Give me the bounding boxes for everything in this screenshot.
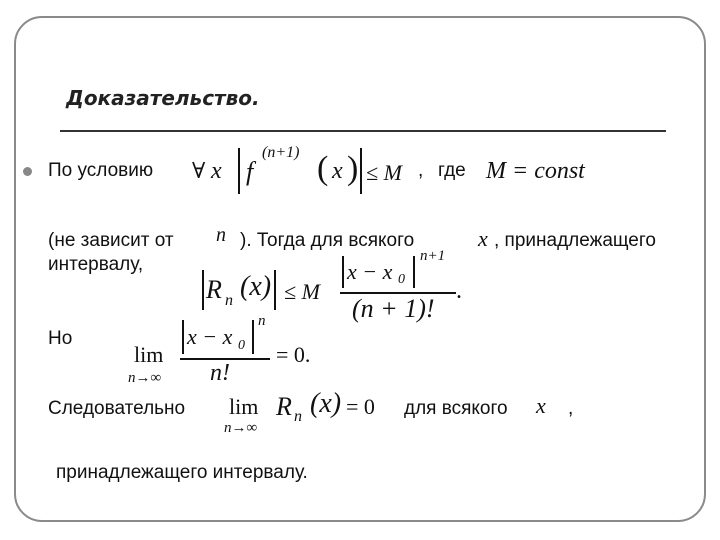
belonging-interval-text: принадлежащего интервалу. [56,462,308,483]
forall-symbol: ∀ [192,158,206,183]
x-var-5: x [536,393,546,418]
derivative-order: (n+1) [262,144,300,161]
then-text: ). Тогда для всякого [240,230,415,251]
for-every-text: для всякого [404,398,508,419]
not-depends-text: (не зависит от [48,230,174,251]
abs-bar-left [238,148,240,194]
f-symbol: f [246,157,254,186]
therefore-text: Следовательно [48,398,186,419]
n-factorial: n! [210,360,230,386]
num-abs-left-2 [182,320,184,354]
x0-subscript-2: 0 [238,338,245,353]
R-subscript-n: n [225,292,233,309]
where-text: где [438,160,466,181]
R-arg: (x) [240,271,272,302]
period-1: . [456,278,462,304]
exponent-n: n [258,313,266,329]
exponent-n-plus-1: n+1 [420,248,446,264]
lim-word-2: lim [229,394,259,419]
title-underline [60,130,666,132]
slide-title: Доказательство. [66,86,260,110]
interval-text: интервалу, [48,254,144,275]
forall-var-x: x [211,158,222,184]
comma-1: , [418,160,424,181]
R-subscript-n-2: n [294,408,302,425]
f-arg-x: x [332,158,343,184]
abs-bar-left-2 [202,270,204,310]
num-abs-right [413,256,415,288]
num-abs-right-2 [252,320,254,354]
n-var: n [216,224,226,246]
le-M-2: ≤ M [284,279,320,304]
R-symbol-2: R [276,392,292,421]
x0-subscript: 0 [398,272,405,287]
belonging-text: , принадлежащего [494,230,656,251]
numerator-diff: x − x [347,259,393,284]
but-text: Но [48,328,73,349]
bullet-dot [23,167,32,176]
lim-word-1: lim [134,342,164,367]
le-M: ≤ M [366,160,402,185]
comma-5: , [568,398,574,419]
paren-open: ( [317,150,329,187]
R-arg-2: (x) [310,388,342,419]
R-symbol: R [206,275,222,304]
M-const: M = const [486,158,585,184]
by-condition-text: По условию [48,160,154,181]
paren-close: ) [347,150,359,187]
abs-bar-right [360,148,362,194]
x-var-2: x [478,226,488,251]
numerator-diff-2: x − x [187,324,233,349]
denominator-factorial: (n + 1)! [352,294,435,323]
num-abs-left [342,256,344,288]
lim-subscript-2: n→∞ [224,420,258,436]
equals-zero-2: = 0 [346,394,375,419]
lim-subscript-1: n→∞ [128,370,162,386]
abs-bar-right-2 [274,270,276,310]
equals-zero-1: = 0. [276,342,311,367]
